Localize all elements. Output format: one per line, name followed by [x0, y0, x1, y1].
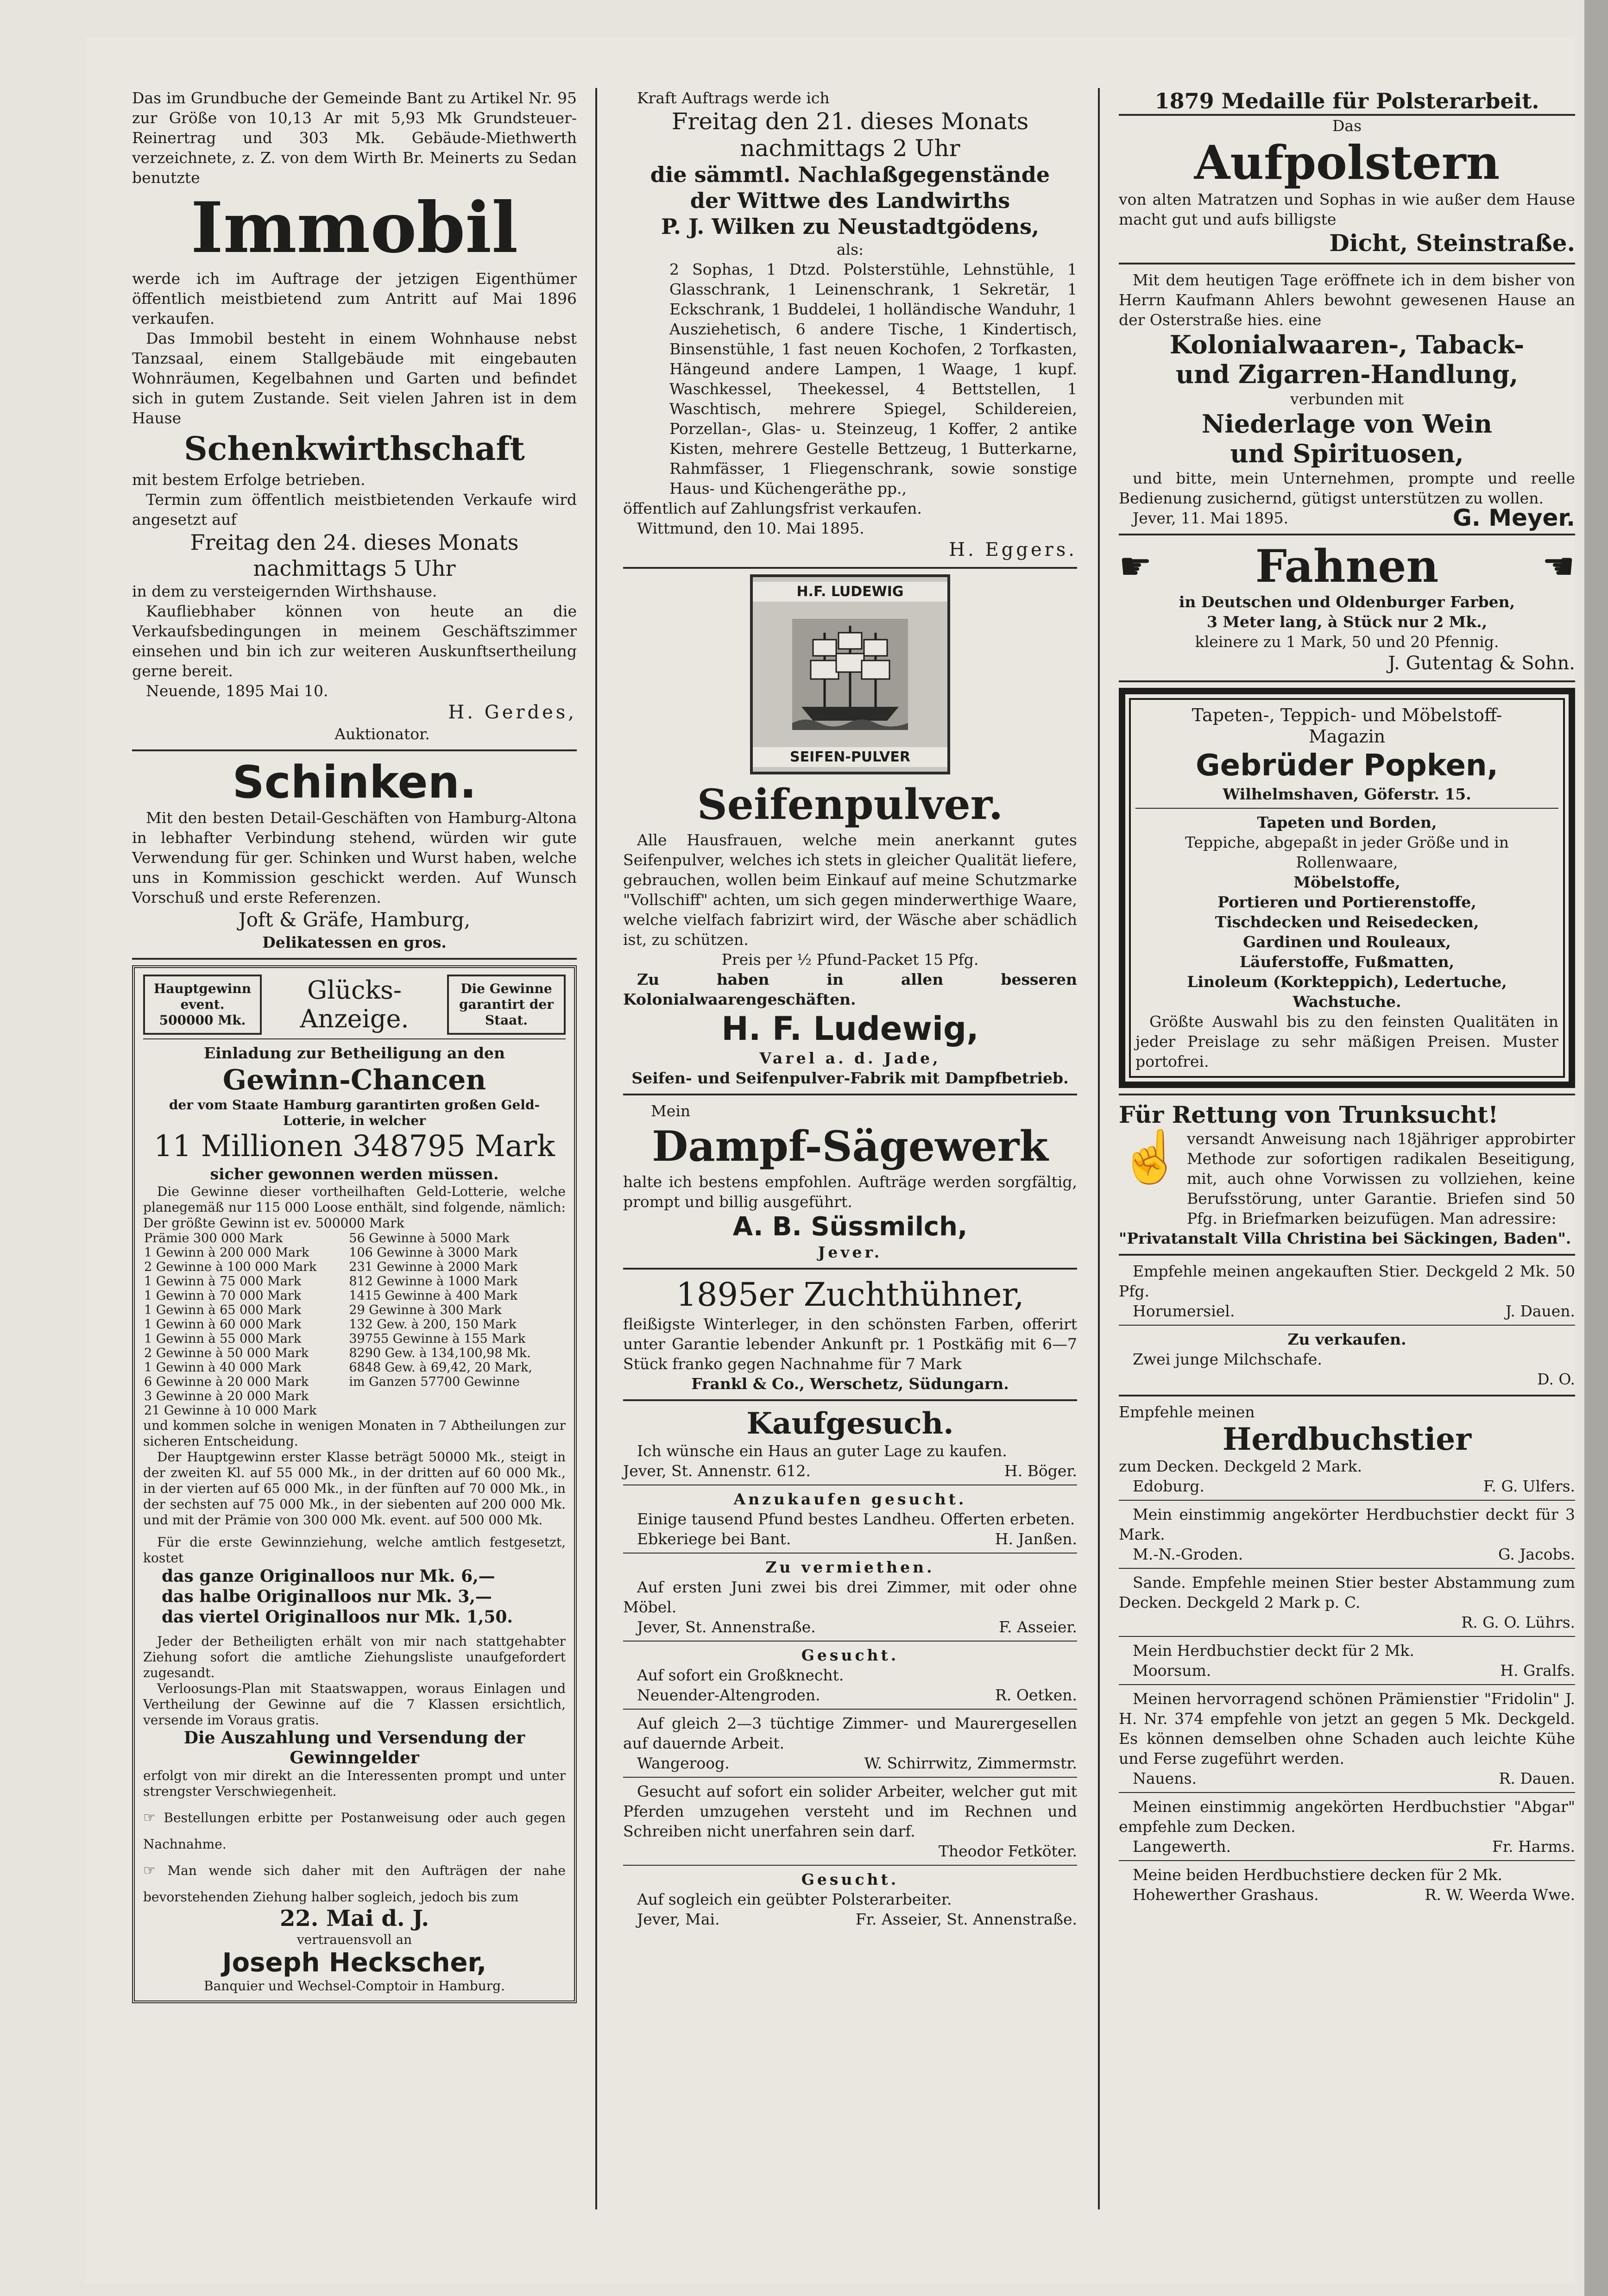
ad-role: Auktionator. — [334, 725, 430, 743]
ad-trunksucht — [1119, 1101, 1575, 1248]
table-row — [143, 1389, 566, 1403]
ad-heading: Gesucht. — [801, 1870, 899, 1888]
item: Teppiche, abgepaßt in jeder Größe und in Rollenwaare, — [1185, 833, 1509, 871]
lottery-text: erfolgt von mir direkt an die Interessenten prompt und unter strengster Verschwiegenheit. — [143, 1768, 566, 1799]
ad-heading: der Wittwe des Landwirths — [690, 188, 1010, 213]
divider — [1119, 1684, 1575, 1685]
column-2 — [623, 88, 1077, 1929]
divider — [623, 1865, 1077, 1866]
ad-kaufgesuch — [623, 1407, 1077, 1481]
ad-place: M.-N.-Groden. — [1133, 1545, 1243, 1563]
ad-zuchthuehner — [623, 1275, 1077, 1394]
ad-signature: H. Gralfs. — [1500, 1661, 1575, 1680]
ad-saegewerk — [623, 1101, 1077, 1262]
item: Gardinen und Rouleaux, — [1242, 933, 1451, 951]
ad-heading: und Zigarren-Handlung, — [1175, 359, 1519, 389]
ad-stier — [1119, 1261, 1575, 1321]
ad-heading: Anzukaufen gesucht. — [733, 1490, 967, 1508]
ad-text: Alle Hausfrauen, welche mein anerkannt gutes Seifenpulver, welches ich stets in gleicher Qualität liefere, gebrauchen, wollen beim Einkauf auf meine Schutzmarke "Vollschiff" achten, um sich gegen minderwerthige Waare, welche vielfach fabrizirt wird, der Wäsche aber schädlich ist, zu schützen. — [623, 831, 1077, 949]
ad-firm: Frankl & Co., Werschetz, Südungarn. — [691, 1375, 1009, 1393]
ad-text: Termin zum öffentlich meistbietenden Verkaufe wird angesetzt auf — [132, 491, 577, 528]
ad-title: 1895er Zuchthühner, — [676, 1276, 1024, 1314]
ad-firm-sub: Delikatessen en gros. — [262, 933, 447, 951]
ad-text: als: — [836, 240, 864, 258]
ad-town: Varel a. d. Jade, — [759, 1049, 941, 1067]
ad-text: Gesucht auf sofort ein solider Arbeiter, welcher gut mit Pferden umzugehen versteht und im Rechnen und Schreiben nicht unerfahren sein darf. — [623, 1782, 1077, 1840]
ad-seifenpulver — [623, 574, 1077, 1088]
ad-place: Wangeroog. — [637, 1754, 730, 1772]
ad-title: Herdbuchstier — [1222, 1421, 1472, 1457]
ad-text: von alten Matratzen und Sophas in wie außer dem Hause macht gut und aufs billigste — [1119, 190, 1575, 228]
lottery-heading2: Die Auszahlung und Versendung der Gewinngelder — [183, 1728, 525, 1768]
ad-text: und bitte, mein Unternehmen, prompte und reelle Bedienung zusichernd, gütigst unterstützen zu wollen. — [1119, 469, 1575, 507]
ad-heading: Niederlage von Wein — [1201, 409, 1493, 439]
ad-place: Jever, Mai. — [637, 1910, 720, 1928]
ad-place: Ebkeriege bei Bant. — [637, 1530, 791, 1548]
ad-text: Größte Auswahl bis zu den feinsten Qualitäten in jeder Preislage zu sehr mäßigen Preisen. Muster portofrei. — [1135, 1013, 1558, 1070]
item: Möbelstoffe, — [1293, 873, 1400, 891]
ad-heading: Zu vermiethen. — [765, 1558, 935, 1576]
ad-title: Fahnen — [1255, 540, 1439, 592]
ad-immobil — [132, 88, 577, 744]
ad-text: Kraft Auftrags werde ich — [637, 89, 830, 107]
ad-fahnen — [1119, 541, 1575, 675]
ad-place-date: Neuende, 1895 Mai 10. — [146, 682, 328, 700]
ad-text: Einige tausend Pfund bestes Landheu. Offerten erbeten. — [637, 1510, 1075, 1528]
divider — [1119, 1395, 1575, 1396]
ad-title: Kaufgesuch. — [746, 1406, 954, 1441]
ad-heading: die sämmtl. Nachlaßgegenstände — [650, 162, 1050, 187]
small-ads — [1119, 1500, 1575, 1905]
ad-text: in dem zu versteigernden Wirthshause. — [132, 582, 437, 600]
pointing-hand-left-icon: ☚ — [1542, 545, 1575, 588]
ad-firm: Gebrüder Popken, — [1196, 749, 1498, 783]
ad-text: halte ich bestens empfohlen. Aufträge werden sorgfältig, prompt und billig ausgeführt. — [623, 1173, 1077, 1211]
divider — [1119, 1636, 1575, 1637]
ad-title: Für Rettung von Trunksucht! — [1119, 1101, 1499, 1128]
table-cell: 29 Gewinne à 300 Mark — [349, 1303, 502, 1317]
table-cell: 56 Gewinne à 5000 Mark — [349, 1231, 510, 1246]
ad-place: Jever, St. Annenstraße. — [637, 1618, 816, 1636]
ad-signature: Dicht, Steinstraße. — [1329, 229, 1575, 257]
ad-signature: R. G. O. Lührs. — [1461, 1613, 1575, 1631]
divider — [623, 1268, 1077, 1270]
small-ad — [623, 1489, 1077, 1549]
ad-heading: Schenkwirthschaft — [184, 429, 525, 468]
table-row — [143, 1317, 566, 1332]
lottery-title: Glücks- — [307, 975, 402, 1005]
lottery-date: 22. Mai d. J. — [279, 1906, 429, 1931]
ad-text: versandt Anweisung nach 18jähriger approbirter Methode zur sofortigen radikalen Beseitigung, mit, auch ohne Vorwissen zu vollziehen, keine Berufsstörung, unter Garantie. Briefen sind 50 Pfg. in Briefmarken beizufügen. Man adressire: — [1186, 1130, 1575, 1227]
ad-time: nachmittags 2 Uhr — [740, 135, 960, 162]
ad-signature: H. Gerdes, — [448, 702, 577, 723]
small-ad — [1119, 1689, 1575, 1788]
small-ad — [1119, 1865, 1575, 1905]
table-cell: Prämie 300 000 Mark — [144, 1231, 283, 1246]
table-cell: 1 Gewinn à 70 000 Mark — [144, 1289, 302, 1303]
ad-place-date: Wittmund, den 10. Mai 1895. — [637, 519, 864, 537]
table-row — [143, 1332, 566, 1346]
ad-text: Ich wünsche ein Haus an guter Lage zu kaufen. — [637, 1442, 1007, 1460]
table-row — [143, 1360, 566, 1375]
ad-address: Wilhelmshaven, Göferstr. 15. — [1223, 785, 1471, 803]
lottery-text: Für die erste Gewinnziehung, welche amtlich festgesetzt, kostet — [143, 1535, 566, 1566]
ad-signature: R. W. Weerda Wwe. — [1425, 1886, 1575, 1904]
price-line: das halbe Originalloos nur Mk. 3,— — [162, 1587, 492, 1606]
table-row — [143, 1303, 566, 1317]
lottery-heading: Gewinn-Chancen — [222, 1064, 486, 1096]
divider — [1119, 1325, 1575, 1326]
ad-signature: G. Jacobs. — [1498, 1545, 1575, 1563]
ad-text: verbunden mit — [1290, 390, 1404, 408]
ad-signature: Fr. Harms. — [1492, 1837, 1575, 1856]
small-ad — [1119, 1573, 1575, 1632]
ad-signature: R. Dauen. — [1499, 1769, 1575, 1787]
table-cell: 3 Gewinne à 20 000 Mark — [144, 1389, 309, 1403]
ad-text: Mein — [651, 1102, 691, 1120]
small-ads — [623, 1485, 1077, 1929]
ad-text: Mit dem heutigen Tage eröffnete ich in dem bisher von Herrn Kaufmann Ahlers bewohnt gewesenen Hause an der Osterstraße hies. eine — [1119, 271, 1575, 329]
ad-firm: Joft & Gräfe, Hamburg, — [238, 908, 471, 931]
ad-meyer — [1119, 270, 1575, 531]
ad-text: Zu haben in allen besseren Kolonialwaarengeschäften. — [623, 970, 1077, 1008]
ad-heading: Gesucht. — [801, 1646, 899, 1664]
ad-text: Auf sogleich ein geübter Polsterarbeiter. — [637, 1890, 952, 1908]
lottery-badge-right: Die Gewinne garantirt der Staat. — [447, 975, 566, 1035]
ad-place: Nauens. — [1133, 1769, 1197, 1787]
ad-text: Zwei junge Milchschafe. — [1133, 1350, 1322, 1368]
ad-text: Sande. Empfehle meinen Stier bester Abstammung zum Decken. Deckgeld 2 Mark p. C. — [1119, 1573, 1575, 1611]
ad-address: "Privatanstalt Villa Christina bei Säckingen, Baden". — [1119, 1229, 1571, 1247]
lottery-address: Banquier und Wechsel-Comptoir in Hamburg. — [204, 1978, 505, 1994]
ad-signature: H. Janßen. — [995, 1530, 1077, 1548]
ad-text: Auf sofort ein Großknecht. — [637, 1666, 844, 1684]
table-cell: 1 Gewinn à 55 000 Mark — [144, 1332, 302, 1346]
ad-signature: W. Schirrwitz, Zimmermstr. — [864, 1754, 1077, 1772]
column-1 — [132, 88, 577, 2003]
table-cell: 21 Gewinne à 10 000 Mark — [144, 1403, 317, 1418]
pointing-hand-icon: ☞ — [143, 1810, 156, 1826]
table-row — [143, 1346, 566, 1360]
table-row — [143, 1260, 566, 1274]
divider — [623, 1399, 1077, 1401]
lottery-text: Verloosungs-Plan mit Staatswappen, woraus Einlagen und Vertheilung der Gewinne auf die 7 Klassen ersichtlich, versende im Voraus gratis. — [143, 1681, 566, 1728]
ad-text: Mein Herdbuchstier deckt für 2 Mk. — [1133, 1642, 1414, 1660]
ad-text: kleinere zu 1 Mark, 50 und 20 Pfennig. — [1195, 633, 1499, 651]
item: Tapeten und Borden, — [1257, 813, 1437, 831]
ad-signature: F. Asseier. — [999, 1618, 1077, 1636]
ad-text: Empfehle meinen angekauften Stier. Deckgeld 2 Mk. 50 Pfg. — [1119, 1262, 1575, 1300]
column-3 — [1119, 88, 1575, 1905]
ad-text: Magazin — [1308, 726, 1386, 747]
ad-text: Auf gleich 2—3 tüchtige Zimmer- und Maurergesellen auf dauernde Arbeit. — [623, 1714, 1077, 1752]
item: Portieren und Portierenstoffe, — [1217, 893, 1476, 911]
ad-milchschafe — [1119, 1329, 1575, 1389]
ad-place: Hohewerther Grashaus. — [1133, 1886, 1319, 1904]
table-cell: 1 Gewinn à 60 000 Mark — [144, 1317, 302, 1332]
lottery-amount: 11 Millionen 348795 Mark — [153, 1129, 555, 1164]
ad-text: Das — [1332, 117, 1362, 135]
lottery-text: und kommen solche in wenigen Monaten in 7 Abtheilungen zur sicheren Entscheidung. — [143, 1418, 566, 1449]
table-cell: 1 Gewinn à 200 000 Mark — [144, 1246, 309, 1260]
table-row — [143, 1246, 566, 1260]
price-line: das ganze Originalloos nur Mk. 6,— — [162, 1566, 495, 1586]
divider — [1119, 680, 1575, 682]
ad-text: Mit den besten Detail-Geschäften von Hamburg-Altona in lebhafter Verbindung stehend, würden wir gute Verwendung für ger. Schinken und Wurst haben, welche uns in Kommission geschickt werden. Auf Wunsch Vorschuß und erste Referenzen. — [132, 809, 577, 906]
divider — [1119, 1860, 1575, 1861]
ad-signature: D. O. — [1537, 1370, 1575, 1388]
lottery-text: Bestellungen erbitte per Postanweisung oder auch gegen Nachnahme. — [143, 1810, 566, 1852]
divider — [1119, 1500, 1575, 1501]
table-cell: 39755 Gewinne à 155 Mark — [349, 1332, 526, 1346]
table-cell: 106 Gewinne à 3000 Mark — [349, 1246, 518, 1260]
ad-place: Jever, 11. Mai 1895. — [1133, 509, 1289, 527]
ad-title: Aufpolstern — [1194, 135, 1500, 190]
divider — [1119, 534, 1575, 535]
divider — [143, 1038, 566, 1039]
ad-heading: P. J. Wilken zu Neustadtgödens, — [661, 214, 1039, 239]
lottery-banker: Joseph Heckscher, — [222, 1948, 487, 1978]
stamp-text-bottom: SEIFEN-PULVER — [753, 747, 947, 767]
ad-text: Kaufliebhaber können von heute an die Verkaufsbedingungen in meinem Geschäftszimmer einsehen und bin ich zur weiteren Auskunftsertheilung gerne bereit. — [132, 602, 577, 680]
table-cell: 132 Gew. à 200, 150 Mark — [349, 1317, 517, 1332]
divider — [623, 567, 1077, 569]
price-line: das viertel Originalloos nur Mk. 1,50. — [162, 1607, 513, 1627]
table-cell — [348, 1389, 566, 1403]
lottery-invite: Einladung zur Betheiligung an den — [203, 1044, 505, 1062]
lottery-text — [143, 1852, 566, 1905]
divider — [623, 1553, 1077, 1554]
ad-place: Horumersiel. — [1133, 1302, 1235, 1320]
trademark-stamp — [750, 574, 950, 774]
prize-table — [143, 1231, 566, 1418]
ad-medal: 1879 Medaille für Polsterarbeit. — [1119, 88, 1575, 116]
ad-heading: Zu verkaufen. — [1287, 1330, 1406, 1348]
table-cell: 2 Gewinne à 50 000 Mark — [144, 1346, 309, 1360]
ad-place: Edoburg. — [1133, 1477, 1204, 1495]
divider — [623, 1777, 1077, 1778]
ad-date: Freitag den 21. dieses Monats — [671, 108, 1029, 135]
ad-signature: Fr. Asseier, St. Annenstraße. — [855, 1910, 1077, 1928]
small-ad — [623, 1869, 1077, 1929]
divider — [1119, 1568, 1575, 1569]
ad-time: nachmittags 5 Uhr — [253, 556, 456, 581]
ad-text: Mein einstimmig angekörter Herdbuchstier deckt für 3 Mark. — [1119, 1505, 1575, 1543]
small-ad — [1119, 1797, 1575, 1856]
table-cell: 1 Gewinn à 40 000 Mark — [144, 1360, 302, 1375]
ad-text: Empfehle meinen — [1119, 1403, 1255, 1421]
ad-text: Das Immobil besteht in einem Wohnhause nebst Tanzsaal, einem Stallgebäude mit eingebauten Wohnräumen, Kegelbahnen und Garten und befindet sich in gutem Zustande. Seit vielen Jahren ist in dem Hause — [132, 329, 577, 427]
ad-title: Schinken. — [232, 756, 477, 808]
divider — [1119, 263, 1575, 264]
divider — [623, 1094, 1077, 1095]
table-row — [143, 1403, 566, 1418]
ad-firm: A. B. Süssmilch, — [732, 1212, 968, 1242]
ad-text: Meinen hervorragend schönen Prämienstier "Fridolin" J. H. Nr. 374 empfehle von jetzt an gegen 5 Mk. Deckgeld. Es können demselben ohne Schaden auch leichte Kühe und Ferse zugeführt werden. — [1119, 1690, 1575, 1768]
pointing-hand-icon: ☞ — [143, 1862, 156, 1879]
ad-lottery — [132, 965, 577, 2003]
item: Tischdecken und Reisedecken, — [1215, 913, 1479, 931]
ad-text: Meinen einstimmig angekörten Herdbuchstier "Abgar" empfehle zum Decken. — [1119, 1798, 1575, 1836]
ad-popken — [1119, 688, 1575, 1088]
table-cell: 1415 Gewinne à 400 Mark — [349, 1289, 518, 1303]
divider — [1119, 1094, 1575, 1095]
ad-text: Das im Grundbuche der Gemeinde Bant zu Artikel Nr. 95 zur Größe von 10,13 Ar mit 5,93 Mk Grundsteuer-Reinertrag und 303 Mk. Gebäude-Miethwerth verzeichnete, z. Z. von dem Wirth Br. Meinerts zu Sedan benutzte — [132, 89, 577, 187]
ad-signature: F. G. Ulfers. — [1483, 1477, 1575, 1495]
table-cell: 2 Gewinne à 100 000 Mark — [144, 1260, 317, 1274]
ad-text: Meine beiden Herdbuchstiere decken für 2 Mk. — [1133, 1866, 1503, 1884]
column-rule — [595, 88, 597, 2209]
pointing-hand-up-icon: ☝ — [1119, 1127, 1182, 1186]
lottery-text: Der Hauptgewinn erster Klasse beträgt 50000 Mk., steigt in der zweiten Kl. auf 55 000 Mk., in der dritten auf 60 000 Mk., in der vierten auf 65 000 Mk., in der fünften auf 70 000 Mk., in der sechsten auf 75 000 Mk., in der siebenten auf 200 000 Mk. und mit der Prämie von 300 000 Mk. event. auf 500 000 Mk. — [143, 1449, 566, 1528]
divider — [623, 1709, 1077, 1710]
item: Linoleum (Korkteppich), Ledertuche, — [1187, 973, 1507, 991]
ad-title: Seifenpulver. — [697, 780, 1003, 829]
ad-place — [623, 1841, 637, 1861]
ad-signature: Theodor Fetköter. — [938, 1842, 1077, 1860]
table-row — [143, 1231, 566, 1246]
small-ad — [623, 1713, 1077, 1773]
divider — [132, 749, 577, 751]
lottery-intro: Die Gewinne dieser vortheilhaften Geld-Lotterie, welche planegemäß nur 115 000 Loose enthält, sind folgende, nämlich: Der größte Gewinn ist ev. 500000 Mark — [143, 1184, 566, 1231]
ad-firm: H. F. Ludewig, — [721, 1010, 979, 1048]
ad-auction — [623, 88, 1077, 561]
divider — [1119, 1254, 1575, 1256]
table-row — [143, 1375, 566, 1389]
ad-text: in Deutschen und Oldenburger Farben, — [1179, 593, 1515, 611]
ad-signature: H. Böger. — [1004, 1462, 1077, 1480]
table-cell: 8290 Gew. à 134,100,98 Mk. — [349, 1346, 531, 1360]
ad-price: Preis per ½ Pfund-Packet 15 Pfg. — [721, 950, 979, 969]
divider — [1135, 808, 1558, 809]
ad-signature: R. Oetken. — [995, 1686, 1077, 1704]
lottery-text: Jeder der Betheiligten erhält von mir nach stattgehabter Ziehung sofort die amtliche Ziehungsliste unaufgefordert zugesandt. — [143, 1634, 566, 1680]
small-ad — [623, 1781, 1077, 1861]
table-cell: 812 Gewinne à 1000 Mark — [349, 1274, 518, 1289]
ad-firm-sub: Seifen- und Seifenpulver-Fabrik mit Dampfbetrieb. — [631, 1069, 1069, 1087]
table-cell: im Ganzen 57700 Gewinne — [349, 1375, 520, 1389]
ad-text: mit bestem Erfolge betrieben. — [132, 471, 366, 489]
ad-text: zum Decken. Deckgeld 2 Mark. — [1119, 1457, 1362, 1475]
ad-place — [1119, 1612, 1133, 1632]
stamp-text-top: H.F. LUDEWIG — [753, 582, 947, 602]
small-ad — [623, 1645, 1077, 1705]
ad-date: Freitag den 24. dieses Monats — [190, 530, 519, 555]
ad-schinken — [132, 757, 577, 952]
ad-text: Tapeten-, Teppich- und Möbelstoff- — [1192, 705, 1502, 725]
ad-text: öffentlich auf Zahlungsfrist verkaufen. — [623, 499, 922, 517]
column-rule — [1098, 88, 1100, 2209]
ad-place: Jever, St. Annenstr. 612. — [623, 1462, 811, 1480]
ad-place: Moorsum. — [1133, 1661, 1211, 1680]
ad-town: Jever. — [818, 1243, 883, 1261]
scan-edge — [1584, 0, 1608, 2296]
table-cell: 6848 Gew. à 69,42, 20 Mark, — [349, 1360, 532, 1375]
ad-signature: J. Gutentag & Sohn. — [1388, 653, 1575, 674]
ad-heading: und Spirituosen, — [1230, 439, 1464, 468]
pointing-hand-right-icon: ☛ — [1119, 545, 1152, 588]
table-cell: 1 Gewinn à 75 000 Mark — [144, 1274, 302, 1289]
ad-place: Langewerth. — [1133, 1837, 1231, 1856]
ad-signature: G. Meyer. — [1452, 504, 1575, 531]
lottery-must: sicher gewonnen werden müssen. — [210, 1165, 499, 1183]
table-cell: 6 Gewinne à 20 000 Mark — [144, 1375, 309, 1389]
table-cell — [348, 1403, 566, 1418]
item: Wachstuche. — [1293, 993, 1401, 1011]
lottery-trust: vertrauensvoll an — [296, 1932, 412, 1947]
small-ad — [1119, 1504, 1575, 1564]
ad-text: Auf ersten Juni zwei bis drei Zimmer, mit oder ohne Möbel. — [623, 1578, 1077, 1616]
divider — [132, 958, 577, 960]
table-row — [143, 1274, 566, 1289]
ad-signature: J. Dauen. — [1505, 1302, 1575, 1320]
small-ad — [623, 1557, 1077, 1637]
item: Läuferstoffe, Fußmatten, — [1239, 953, 1455, 971]
lottery-title: Anzeige. — [300, 1004, 409, 1033]
ad-heading: Kolonialwaaren-, Taback- — [1169, 330, 1525, 359]
small-ad — [1119, 1641, 1575, 1680]
ad-signature: H. Eggers. — [949, 539, 1077, 560]
divider — [1119, 1792, 1575, 1793]
sailing-ship-icon — [792, 619, 908, 730]
table-cell: 1 Gewinn à 65 000 Mark — [144, 1303, 302, 1317]
ad-text: fleißigste Winterleger, in den schönsten Farben, offerirt unter Garantie lebender Ankunft pr. 1 Postkäfig mit 6—7 Stück franko gegen Nachnahme für 7 Mark — [623, 1315, 1077, 1373]
divider — [623, 1641, 1077, 1642]
lottery-text: Man wende sich daher mit den Aufträgen der nahe bevorstehenden Ziehung halber sogleich, jedoch bis zum — [143, 1863, 566, 1905]
table-cell: 231 Gewinne à 2000 Mark — [349, 1260, 518, 1274]
lottery-sub: der vom Staate Hamburg garantirten großen Geld-Lotterie, in welcher — [169, 1097, 540, 1128]
ad-title: Dampf-Sägewerk — [652, 1122, 1048, 1171]
ad-title: Immobil — [190, 187, 518, 269]
ad-text: werde ich im Auftrage der jetzigen Eigenthümer öffentlich meistbietend zum Antritt auf Mai 1896 verkaufen. — [132, 270, 577, 327]
table-row — [143, 1289, 566, 1303]
ad-list: 2 Sophas, 1 Dtzd. Polsterstühle, Lehnstühle, 1 Glasschrank, 1 Leinenschrank, 1 Sekretär, 1 Eckschrank, 1 Buddelei, 1 holländische Wanduhr, 1 Ausziehetisch, 6 andere Tische, 1 Kindertisch, Binsenstühle, 1 fast neuen Kochofen, 2 Torfkasten, Hängeund andere Lampen, 1 Waage, 1 kupf. Waschkessel, Theekessel, 4 Bettstellen, 1 Waschtisch, mehrere Spiegel, Schildereien, Porzellan-, Glas- u. Steinzeug, 1 Koffer, 2 antike Kisten, mehrere Gestelle Bettzeug, 1 Butterkarne, Rahmfässer, 1 Fliegenschrank, sowie sonstige Haus- und Küchengeräthe pp., — [669, 260, 1077, 497]
ad-place: Neuender-Altengroden. — [637, 1686, 820, 1704]
ad-herdbuchstier — [1119, 1402, 1575, 1496]
lottery-badge-left: Hauptgewinn event. 500000 Mk. — [143, 975, 262, 1035]
ad-aufpolstern — [1119, 88, 1575, 257]
ad-text: 3 Meter lang, à Stück nur 2 Mk., — [1206, 613, 1488, 631]
lottery-text — [143, 1799, 566, 1852]
